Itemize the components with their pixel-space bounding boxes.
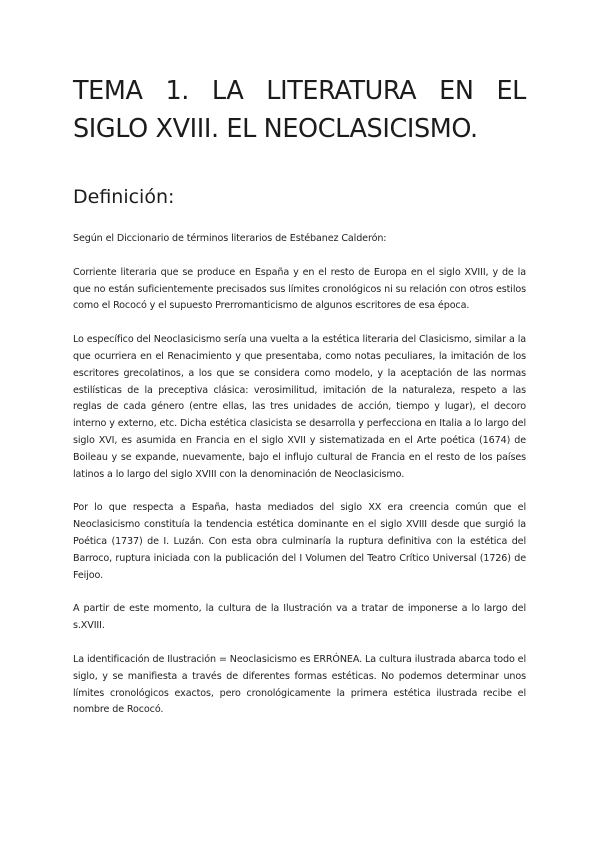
document-page <box>73 72 526 719</box>
document-title: TEMA 1. LA LITERATURA EN EL SIGLO XVIII. EL NEOCLASICISMO. <box>73 76 526 144</box>
paragraph-specific: Lo específico del Neoclasicismo sería una vuelta a la estética literaria del Clasicismo, similar a la que ocurriera en el Renacimiento y que presentaba, como notas peculiares, la imitación de los escritores grecolatinos, a los que se considera como modelo, y la aceptación de las normas estilísticas de la preceptiva clásica: verosimilitud, imitación de la naturaleza, respeto a las reglas de cada género (entre ellas, las tres unidades de acción, tiempo y lugar), el decoro interno y externo, etc. Dicha estética clasicista se desarrolla y perfecciona en Italia a lo largo del siglo XVI, es asumida en Francia en el siglo XVII y sistematizada en el Arte poética (1674) de Boileau y se expande, nuevamente, bajo el influjo cultural de Francia en el resto de los países latinos a lo largo del siglo XVIII con la denominación de Neoclasicismo. <box>73 334 527 480</box>
paragraph-source: Según el Diccionario de términos literarios de Estébanez Calderón: <box>73 233 387 244</box>
paragraph-definition: Corriente literaria que se produce en España y en el resto de Europa en el siglo XVIII, y de la que no están suficientemente precisados sus límites cronológicos ni su relación con otros estilos como el Rococó y el supuesto Prerromanticismo de algunos escritores de esa época. <box>73 266 526 312</box>
paragraph-identification: La identificación de Ilustración = Neoclasicismo es ERRÓNEA. La cultura ilustrada abarca todo el siglo, y se manifiesta a través de diferentes formas estéticas. No podemos determinar unos límites cronológicos exactos, pero cronológicamente la primera estética ilustrada recibe el nombre de Rococó. <box>73 653 526 716</box>
paragraph-illustration: A partir de este momento, la cultura de la Ilustración va a tratar de imponerse a lo largo del s.XVIII. <box>73 603 526 632</box>
paragraph-spain: Por lo que respecta a España, hasta mediados del siglo XX era creencia común que el Neoclasicismo constituía la tendencia estética dominante en el siglo XVIII desde que surgió la Poética (1737) de I. Luzán. Con esta obra culminaría la ruptura definitiva con la estética del Barroco, ruptura iniciada con la publicación del I Volumen del Teatro Crítico Universal (1726) de Feijoo. <box>73 502 526 581</box>
section-heading-definicion: Definición: <box>73 186 175 208</box>
